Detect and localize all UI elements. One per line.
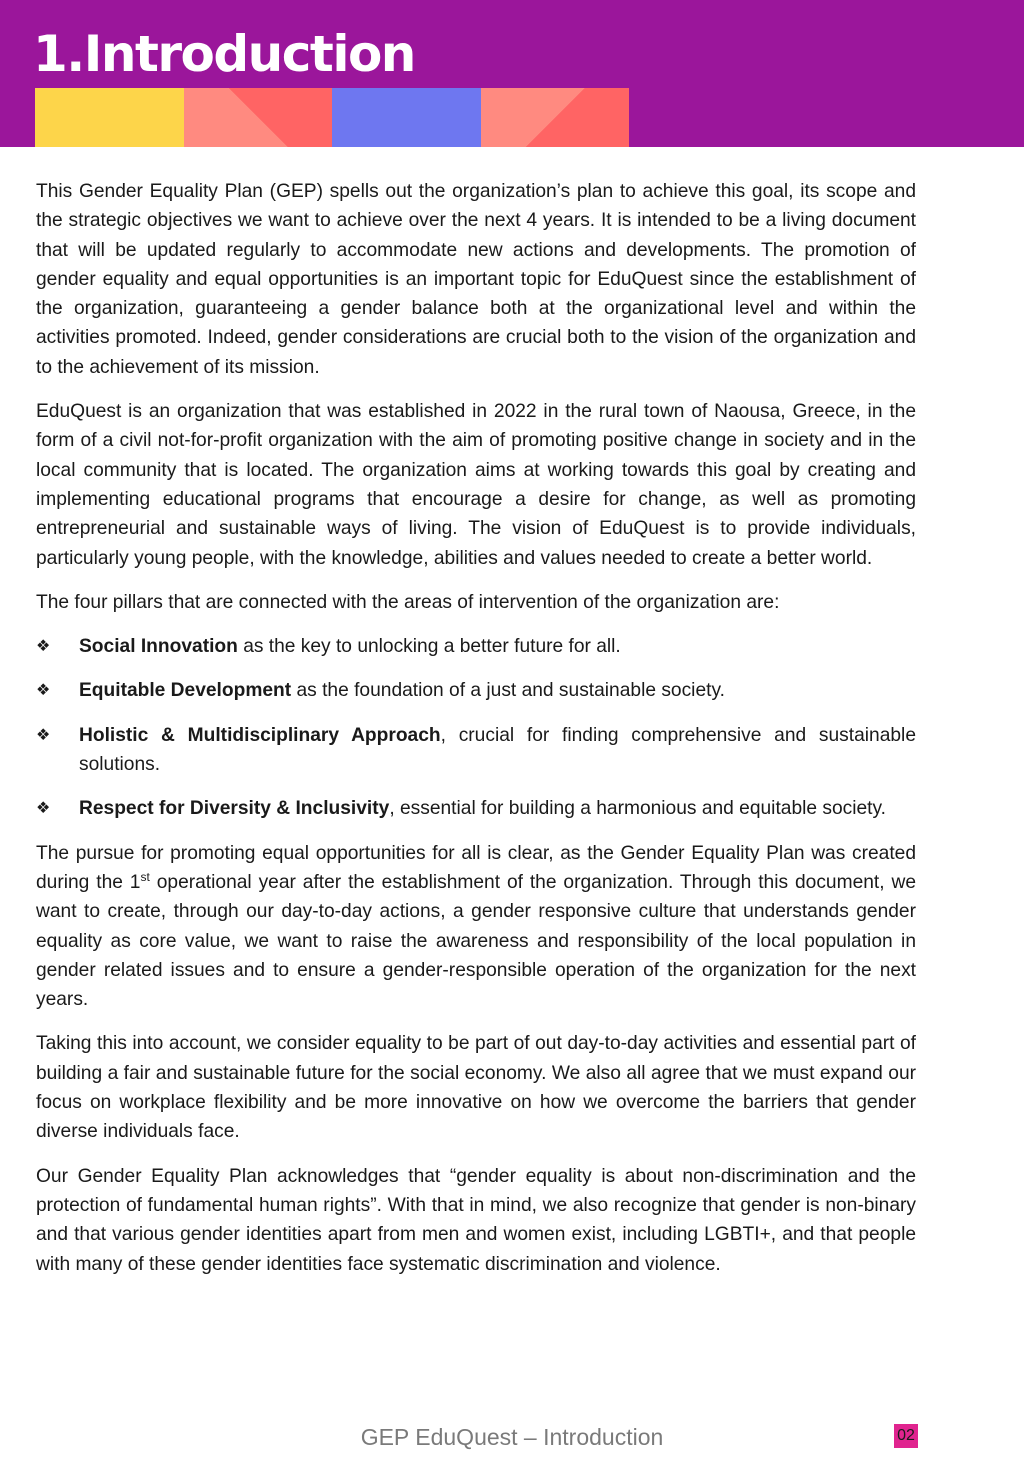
diamond-bullet-icon: ❖ <box>36 638 51 656</box>
diamond-bullet-icon: ❖ <box>36 682 51 700</box>
pillar-description: as the foundation of a just and sustainable society. <box>291 680 725 702</box>
pillar-description: , crucial for finding comprehensive and sustainable solutions. <box>79 724 916 776</box>
list-item <box>36 794 916 823</box>
decorative-color-bars <box>35 88 629 147</box>
paragraph-text-before: The pursue for promoting equal opportunities for all is clear, as the Gender Equality Plan was created during the 1 <box>36 842 916 893</box>
body-content <box>36 177 916 1294</box>
pillar-title: Social Innovation <box>79 636 238 658</box>
diamond-bullet-icon: ❖ <box>36 726 51 744</box>
paragraph-text-after: operational year after the establishment of the organization. Through this document, we want to create, through our day-to-day actions, a gender responsive culture that understands gender equality as core value, we want to raise the awareness and responsibility of the local population in gender related issues and to ensure a gender-responsible operation of the organization for the next years. <box>36 871 916 1011</box>
list-item <box>36 676 916 705</box>
paragraph-eduquest-about: EduQuest is an organization that was established in 2022 in the rural town of Naousa, Greece, in the form of a civil not-for-profit organization with the aim of promoting positive change in society and in the local community that is located. The organization aims at working towards this goal by creating and implementing educational programs that encourage a desire for change, as well as promoting entrepreneurial and sustainable ways of living. The vision of EduQuest is to provide individuals, particularly young people, with the knowledge, abilities and values needed to create a better world. <box>36 401 916 569</box>
paragraph-equality-daily: Taking this into account, we consider equality to be part of out day-to-day activities and essential part of building a fair and sustainable future for the social economy. We also all agree that we must expand our focus on workplace flexibility and be more innovative on how we overcome the barriers that gender diverse individuals face. <box>36 1033 916 1143</box>
list-item <box>36 721 916 780</box>
coral-bar-right <box>481 88 630 147</box>
yellow-bar <box>35 88 184 147</box>
list-item <box>36 632 916 661</box>
ordinal-suffix: st <box>140 869 150 884</box>
paragraph-gep-overview: This Gender Equality Plan (GEP) spells out the organization’s plan to achieve this goal, its scope and the strategic objectives we want to achieve over the next 4 years. It is intended to be a living document that will be updated regularly to accommodate new actions and developments. The promotion of gender equality and equal opportunities is an important topic for EduQuest since the establishment of the organization, guaranteeing a gender balance both at the organizational level and within the activities promoted. Indeed, gender considerations are crucial both to the vision of the organization and to the achievement of its mission. <box>36 181 916 378</box>
pillar-title: Equitable Development <box>79 680 292 702</box>
blue-bar <box>332 88 481 147</box>
page-number: 02 <box>894 1424 918 1448</box>
paragraph-equal-opportunities <box>36 839 916 1015</box>
coral-bar-left <box>184 88 333 147</box>
pillar-title: Holistic & Multidisciplinary Approach <box>79 724 441 746</box>
pillars-list <box>36 632 916 823</box>
footer-title: GEP EduQuest – Introduction <box>360 1424 664 1450</box>
pillar-description: as the key to unlocking a better future for all. <box>237 636 621 658</box>
pillar-description: , essential for building a harmonious and equitable society. <box>389 798 887 820</box>
pillar-title: Respect for Diversity & Inclusivity <box>79 798 390 820</box>
diamond-bullet-icon: ❖ <box>36 800 51 818</box>
paragraph-gender-identities: Our Gender Equality Plan acknowledges that “gender equality is about non-discrimination and the protection of fundamental human rights”. With that in mind, we also recognize that gender is non-binary and that various gender identities apart from men and women exist, including LGBTI+, and that people with many of these gender identities face systematic discrimination and violence. <box>36 1165 916 1275</box>
page-title: 1.Introduction <box>33 25 415 83</box>
paragraph-pillars-intro: The four pillars that are connected with the areas of intervention of the organization are: <box>36 591 780 613</box>
header-banner <box>0 0 1024 147</box>
